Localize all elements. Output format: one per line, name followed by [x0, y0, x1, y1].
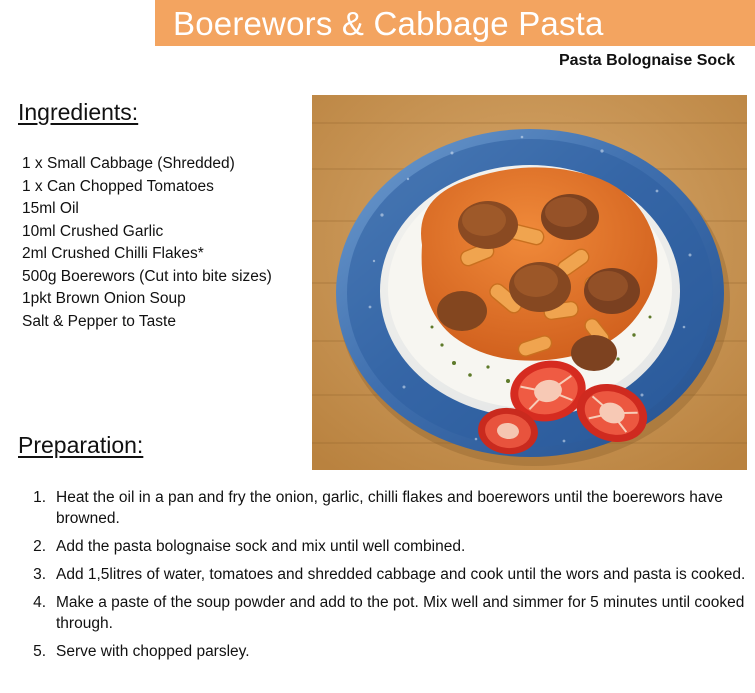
list-item: Add 1,5litres of water, tomatoes and shredded cabbage and cook until the wors and pasta is cooked.: [56, 566, 746, 583]
preparation-steps: [18, 487, 755, 669]
ingredients-list: [22, 153, 302, 333]
page-title: Boerewors & Cabbage Pasta: [173, 4, 604, 42]
dish-photo-illustration: [312, 95, 747, 470]
dish-photo: [312, 95, 747, 470]
list-item: Serve with chopped parsley.: [56, 643, 250, 660]
ingredients-heading: Ingredients:: [18, 99, 139, 125]
list-item: Add the pasta bolognaise sock and mix until well combined.: [56, 538, 466, 555]
preparation-heading: Preparation:: [18, 432, 144, 458]
title-banner: [155, 0, 755, 46]
list-item: 10ml Crushed Garlic: [22, 222, 164, 240]
list-item: Salt & Pepper to Taste: [22, 312, 176, 330]
list-item: 1 x Small Cabbage (Shredded): [22, 155, 235, 172]
list-item: 2ml Crushed Chilli Flakes*: [22, 245, 204, 262]
list-item: Heat the oil in a pan and fry the onion, garlic, chilli flakes and boerewors until the boerewors have browned.: [56, 489, 723, 527]
list-item: 1 x Can Chopped Tomatoes: [22, 177, 214, 195]
list-item: 15ml Oil: [22, 200, 79, 217]
list-item: 1pkt Brown Onion Soup: [22, 290, 186, 307]
recipe-subtitle: Pasta Bolognaise Sock: [558, 52, 735, 69]
list-item: 500g Boerewors (Cut into bite sizes): [22, 267, 272, 285]
list-item: Make a paste of the soup powder and add to the pot. Mix well and simmer for 5 minutes until cooked through.: [56, 594, 745, 632]
